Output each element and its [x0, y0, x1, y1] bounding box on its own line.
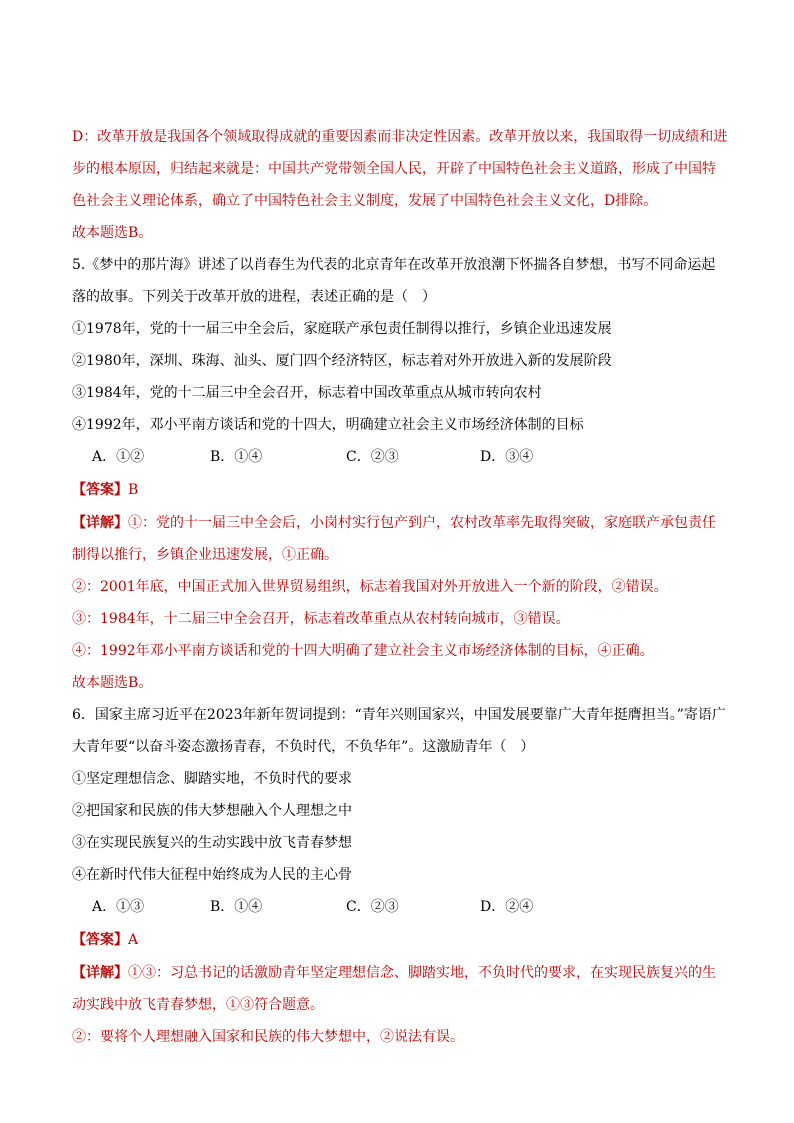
- q5-stem-line2: 落的故事。下列关于改革开放的进程，表述正确的是（ ）: [72, 289, 436, 305]
- q5-item-3: ③1984年，党的十二届三中全会召开，标志着中国改革重点从城市转向农村: [72, 385, 542, 401]
- detail-label: 【详解】: [72, 515, 128, 531]
- q6-option-a: A．①③: [92, 899, 145, 915]
- q6-option-d: D．②④: [480, 899, 534, 915]
- q5-option-d: D．③④: [480, 449, 534, 465]
- q6-item-3: ③在实现民族复兴的生动实践中放飞青春梦想: [72, 835, 352, 851]
- q6-stem-line1: 6．国家主席习近平在2023年新年贺词提到：“青年兴则国家兴，中国发展要靠广大青年挺膺担当。”寄语广: [72, 707, 726, 723]
- q5-options: [92, 447, 533, 467]
- q6-item-1: ①坚定理想信念、脚踏实地，不负时代的要求: [72, 771, 352, 787]
- q6-stem-line2: 大青年要“以奋斗姿态激扬青春，不负时代，不负华年”。这激励青年（ ）: [72, 739, 535, 755]
- q5-option-a: A．①②: [92, 449, 145, 465]
- explain-d-line2: 步的根本原因，归结起来就是：中国共产党带领全国人民，开辟了中国特色社会主义道路，形成了中国特: [72, 161, 716, 177]
- q6-options: [92, 897, 533, 917]
- answer-value: A: [128, 932, 139, 948]
- q5-conclusion: 故本题选B。: [72, 675, 153, 691]
- q5-detail-line2: 制得以推行，乡镇企业迅速发展，①正确。: [72, 547, 338, 563]
- q5-item-4: ④1992年，邓小平南方谈话和党的十四大，明确建立社会主义市场经济体制的目标: [72, 417, 584, 433]
- q5-detail-item3: ③：1984年，十二届三中全会召开，标志着改革重点从农村转向城市，③错误。: [72, 611, 570, 627]
- detail-label: 【详解】: [72, 965, 128, 981]
- q6-item-4: ④在新时代伟大征程中始终成为人民的主心骨: [72, 867, 352, 883]
- q5-option-c: C．②③: [346, 449, 399, 465]
- q6-option-b: B．①④: [210, 899, 263, 915]
- q5-item-2: ②1980年，深圳、珠海、汕头、厦门四个经济特区，标志着对外开放进入新的发展阶段: [72, 353, 612, 369]
- q6-item-2: ②把国家和民族的伟大梦想融入个人理想之中: [72, 803, 352, 819]
- answer-value: B: [128, 482, 139, 498]
- q5-stem-line1: 5.《梦中的那片海》讲述了以肖春生为代表的北京青年在改革开放浪潮下怀揣各自梦想，书写不同命运起: [72, 257, 716, 273]
- q6-detail-line2: 动实践中放飞青春梦想，①③符合题意。: [72, 997, 324, 1013]
- explain-d-line1: D：改革开放是我国各个领域取得成就的重要因素而非决定性因素。改革开放以来，我国取得一切成绩和进: [72, 129, 728, 145]
- q5-answer: [72, 480, 138, 500]
- q6-detail-item2: ②：要将个人理想融入国家和民族的伟大梦想中，②说法有误。: [72, 1029, 464, 1045]
- q5-detail-item4: ④：1992年邓小平南方谈话和党的十四大明确了建立社会主义市场经济体制的目标，④正确。: [72, 643, 654, 659]
- q5-detail-line1: [72, 513, 716, 533]
- conclusion-prev: 故本题选B。: [72, 225, 153, 241]
- q6-answer: [72, 930, 138, 950]
- detail-text: ①：党的十一届三中全会后，小岗村实行包产到户，农村改革率先取得突破，家庭联产承包责任: [128, 515, 716, 531]
- explain-d-line3: 色社会主义理论体系，确立了中国特色社会主义制度，发展了中国特色社会主义文化，D排除。: [72, 193, 658, 209]
- q6-detail-line1: [72, 963, 716, 983]
- q5-detail-item2: ②：2001年底，中国正式加入世界贸易组织，标志着我国对外开放进入一个新的阶段，②错误。: [72, 579, 668, 595]
- q5-option-b: B．①④: [210, 449, 263, 465]
- answer-label: 【答案】: [72, 482, 128, 498]
- answer-label: 【答案】: [72, 932, 128, 948]
- q6-option-c: C．②③: [346, 899, 399, 915]
- detail-text: ①③：习总书记的话激励青年坚定理想信念、脚踏实地，不负时代的要求，在实现民族复兴的生: [128, 965, 716, 981]
- q5-item-1: ①1978年，党的十一届三中全会后，家庭联产承包责任制得以推行，乡镇企业迅速发展: [72, 321, 612, 337]
